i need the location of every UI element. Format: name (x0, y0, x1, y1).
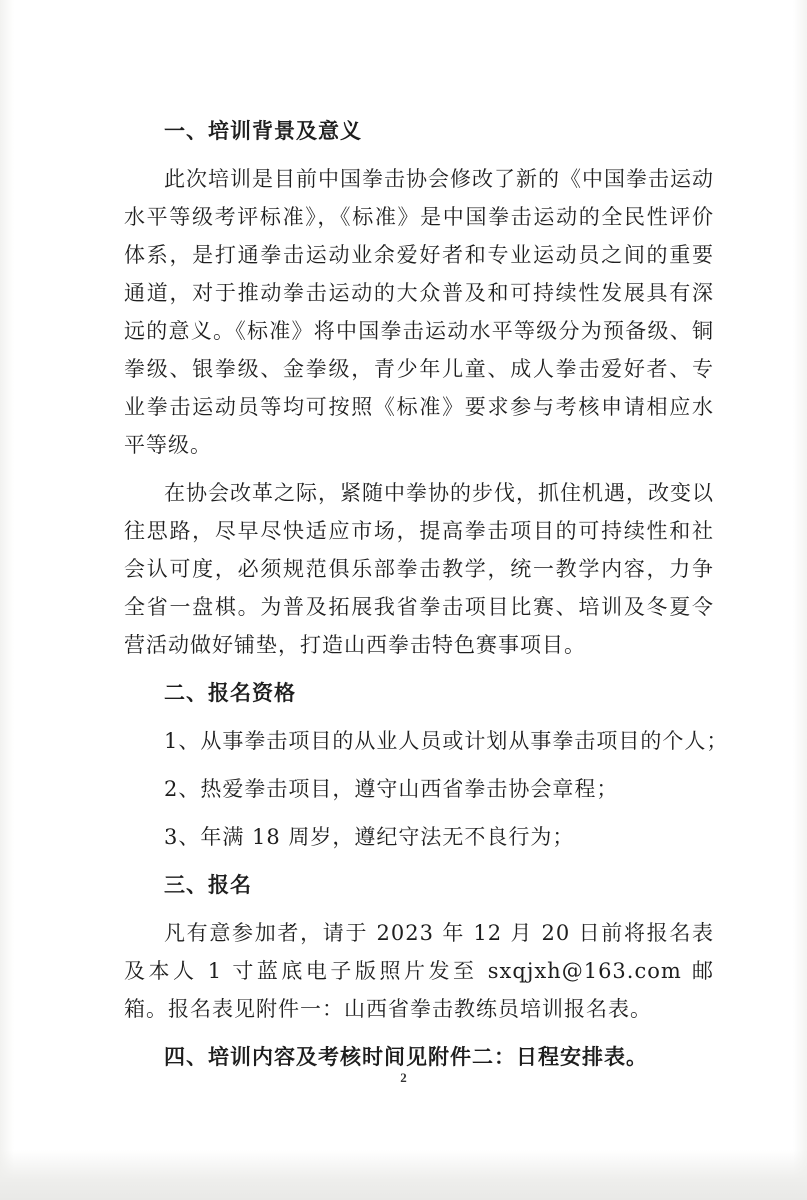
paragraph-background-1: 此次培训是目前中国拳击协会修改了新的《中国拳击运动水平等级考评标准》，《标准》是中国拳击运动的全民性评价体系，是打通拳击运动业余爱好者和专业运动员之间的重要通道，对于推动拳击运动的大众普及和可持续性发展具有深远的意义。《标准》将中国拳击运动水平等级分为预备级、铜拳级、银拳级、金拳级，青少年儿童、成人拳击爱好者、专业拳击运动员等均可按照《标准》要求参与考核申请相应水平等级。 (124, 167, 714, 457)
eligibility-item-1: 1、从事拳击项目的从业人员或计划从事拳击项目的个人； (164, 729, 729, 753)
section-heading-background: 一、培训背景及意义 (164, 118, 362, 143)
scan-shadow (0, 1150, 807, 1200)
paragraph-registration: 凡有意参加者，请于 2023 年 12 月 20 日前将报名表及本人 1 寸蓝底电子版照片发至 sxqjxh@163.com 邮箱。报名表见附件一：山西省拳击教练员培训报名表。 (124, 921, 714, 1021)
eligibility-item-3: 3、年满 18 周岁，遵纪守法无不良行为； (164, 825, 575, 849)
section-heading-registration: 三、报名 (164, 872, 252, 897)
document-body (124, 112, 729, 1076)
section-heading-training-content: 四、培训内容及考核时间见附件二：日程安排表。 (164, 1044, 648, 1069)
eligibility-item-2: 2、热爱拳击项目，遵守山西省拳击协会章程； (164, 777, 619, 801)
paragraph-background-2: 在协会改革之际，紧随中拳协的步伐，抓住机遇，改变以往思路，尽早尽快适应市场，提高拳击项目的可持续性和社会认可度，必须规范俱乐部拳击教学，统一教学内容，力争全省一盘棋。为普及拓展我省拳击项目比赛、培训及冬夏令营活动做好铺垫，打造山西拳击特色赛事项目。 (124, 481, 714, 657)
section-heading-eligibility: 二、报名资格 (164, 680, 296, 705)
page-number: 2 (400, 1070, 407, 1085)
